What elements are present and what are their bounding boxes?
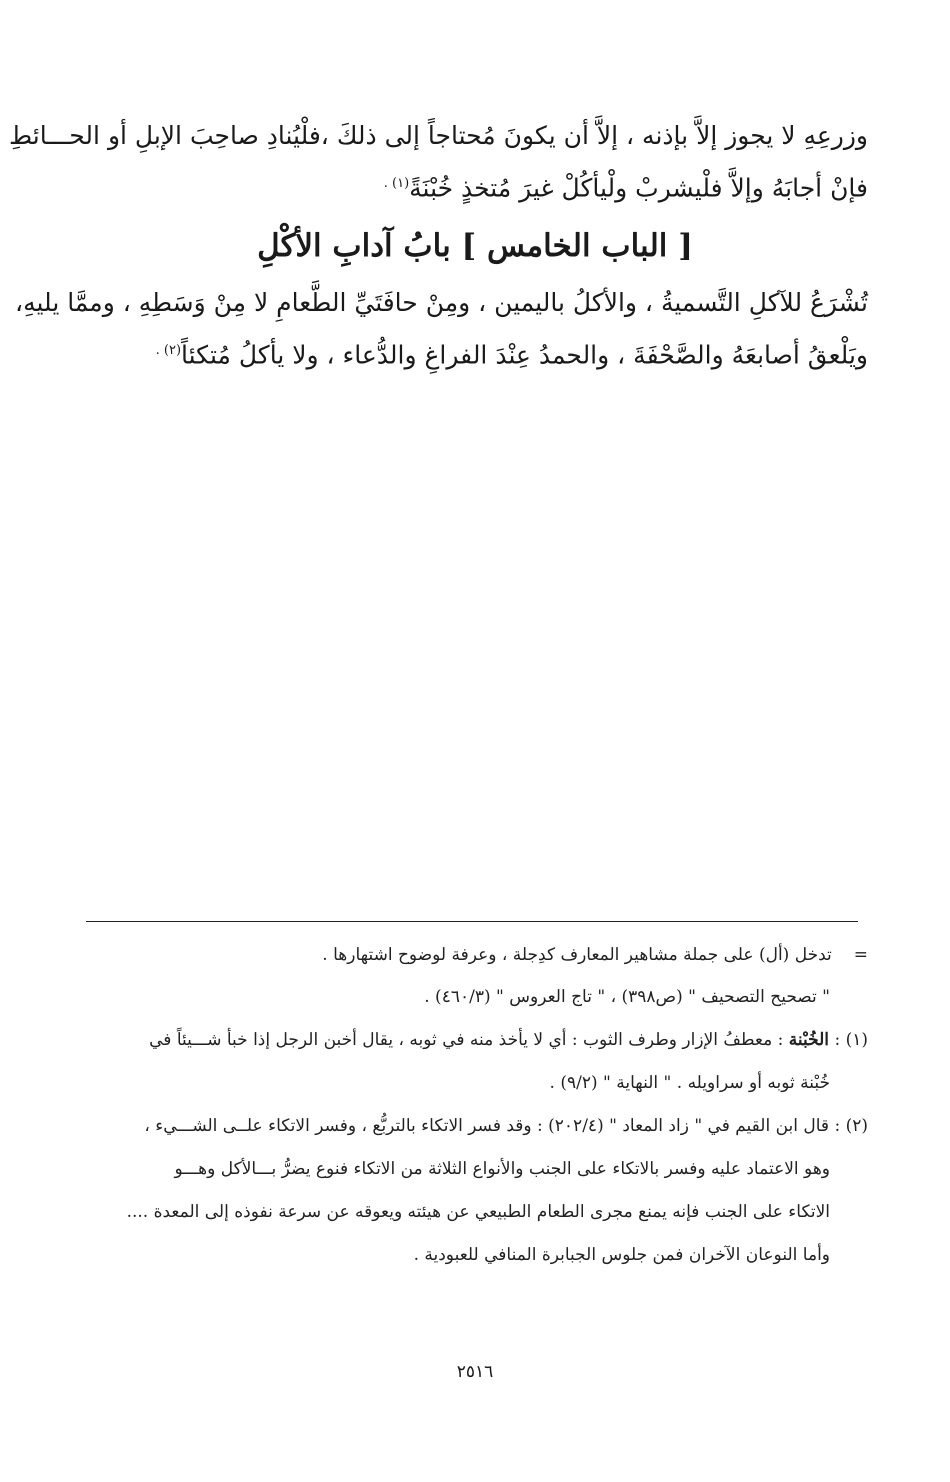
footnote-2-line-1 — [144, 1116, 868, 1136]
paragraph-1-line-2-text: فإنْ أجابَهُ وإلاَّ فلْيشربْ ولْيأكُلْ غيرَ مُتخذٍ خُبْنَةً — [409, 173, 868, 203]
paragraph-2-line-1: تُشْرَعُ للآكلِ التَّسميةُ ، والأكلُ باليمين ، ومِنْ حافَتَيِّ الطَّعامِ لا مِنْ وَسَطِهِ ، وممَّا يليهِ، — [15, 288, 868, 317]
footnote-1-text: : معطفُ الإزار وطرف الثوب : أي لا يأخذ منه في ثوبه ، يقال أخبن الرجل إذا خبأ شـــيئاً في — [149, 1030, 784, 1050]
paragraph-2-line-2-text: ويَلْعقُ أصابعَهُ والصَّحْفَةَ ، والحمدُ عِنْدَ الفراغِ والدُّعاء ، ولا يأكلُ مُتكئاً — [181, 340, 868, 370]
footnote-1-line-1 — [149, 1030, 868, 1050]
continuation-text-1: تدخل (أل) على جملة مشاهير المعارف كدِجلة ، وعرفة لوضوح اشتهارها . — [322, 945, 832, 965]
footnotes — [9, 0, 868, 1482]
footnote-2-marker: (٢) : — [834, 1116, 868, 1136]
footnote-continuation-line-1 — [322, 945, 868, 965]
chapter-heading: [ الباب الخامس ] بابُ آدابِ الأكْلِ — [257, 228, 693, 264]
footnote-ref-1: (١) . — [383, 176, 410, 191]
footnote-1-term: الخُبْنة — [788, 1030, 830, 1050]
footnote-ref-2: (٢) . — [155, 343, 182, 358]
footnote-1-line-2: خُبْنة ثوبه أو سراويله . " النهاية " (٩/٢) . — [549, 1073, 830, 1093]
paragraph-1-line-1: وزرعِهِ لا يجوز إلاَّ بإذنه ، إلاَّ أن يكونَ مُحتاجاً إلى ذلكَ ،فلْيُنادِ صاحِبَ الإبلِ أو الحـــائطِ — [9, 121, 868, 150]
footnote-2-line-2: وهو الاعتماد عليه وفسر بالاتكاء على الجنب والأنواع الثلاثة من الاتكاء فنوع يضرُّ بـــالأكل وهـــو — [174, 1159, 830, 1179]
page-number: ٢٥١٦ — [456, 1362, 494, 1382]
footnote-continuation-line-2: " تصحيح التصحيف " (ص٣٩٨) ، " تاج العروس " (٤٦٠/٣) . — [424, 987, 830, 1007]
footnote-2-line-4: وأما النوعان الآخران فمن جلوس الجبابرة المنافي للعبودية . — [413, 1245, 830, 1265]
footnote-1-marker: (١) : — [834, 1030, 868, 1050]
footnote-2-line-3: الاتكاء على الجنب فإنه يمنع مجرى الطعام الطبيعي عن هيئته ويعوقه عن سرعة نفوذه إلى المعدة .... — [126, 1202, 830, 1222]
continuation-marker: = — [853, 945, 868, 965]
footnote-2-text: قال ابن القيم في " زاد المعاد " (٢٠٢/٤) : وقد فسر الاتكاء بالتربُّع ، وفسر الاتكاء علــى الشـــيء ، — [144, 1116, 830, 1136]
